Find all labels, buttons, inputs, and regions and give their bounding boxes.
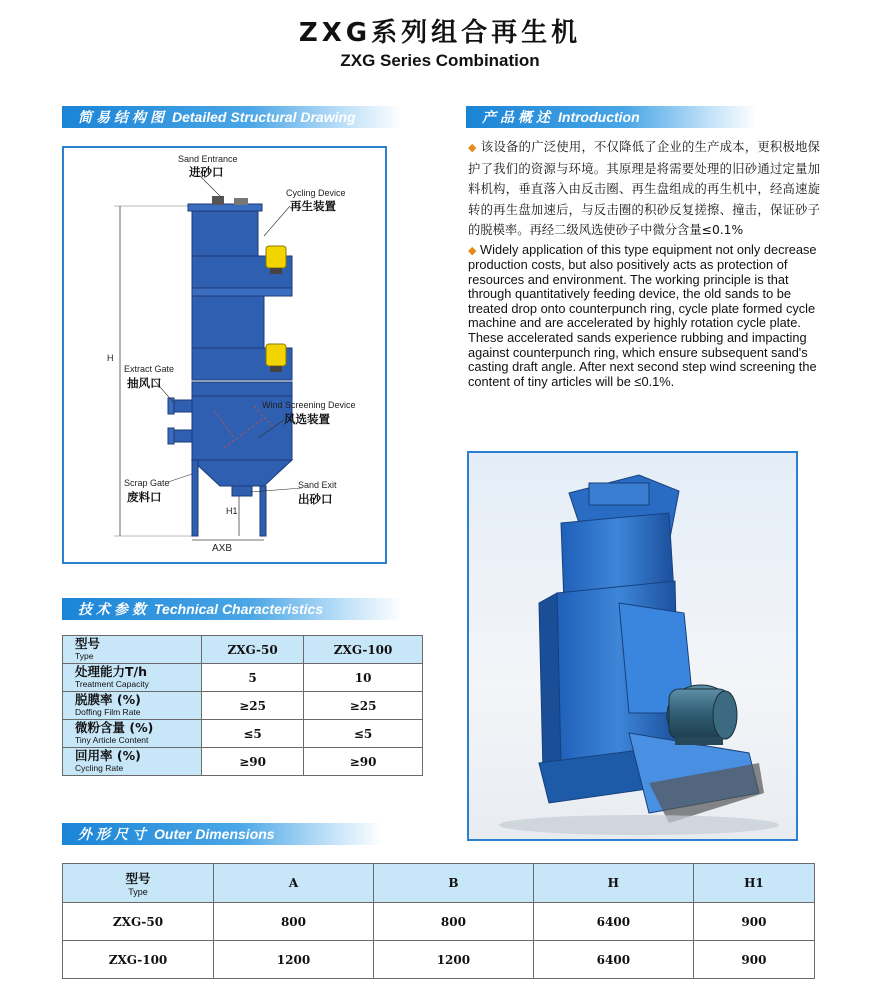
tech-label-en: Doffing Film Rate xyxy=(75,706,141,717)
tech-cell: ≥25 xyxy=(304,692,423,720)
tech-cell: 10 xyxy=(304,664,423,692)
dims-header-en: Outer Dimensions xyxy=(154,826,275,842)
dim-header-cell: H xyxy=(533,864,693,903)
dim-cell: 800 xyxy=(373,903,533,941)
dim-row xyxy=(63,941,815,979)
dim-model-cell: ZXG-100 xyxy=(63,941,214,979)
dims-section-header xyxy=(62,823,382,845)
tech-label-cn: 型号 xyxy=(75,635,101,651)
tech-label-en: Tiny Article Content xyxy=(75,734,149,745)
label-wind-screening-en: Wind Screening Device xyxy=(262,400,356,410)
tech-row xyxy=(63,664,423,692)
dim-cell: 800 xyxy=(214,903,374,941)
tech-cell: 5 xyxy=(202,664,304,692)
label-sand-entrance-cn: 进砂口 xyxy=(189,165,224,179)
tech-cell: ZXG-50 xyxy=(202,636,304,664)
dim-cell: 6400 xyxy=(533,903,693,941)
intro-section-header xyxy=(466,106,756,128)
intro-cn-text: 该设备的广泛使用，不仅降低了企业的生产成本，更积极地保护了我们的资源与环境。其原理是将需要处理的旧砂通过定量加料机构，垂直落入由反击圈、再生盘组成的再生机中，经高速旋转的再生盘加速后，与反击圈的积砂反复搓擦、撞击，保证砂子的脱模率。再经二级风选使砂子中微分含量≤0.1% xyxy=(468,140,820,237)
label-h1: H1 xyxy=(226,506,238,516)
tech-row-label xyxy=(63,664,202,692)
dim-header-cell: H1 xyxy=(693,864,814,903)
intro-paragraph-en xyxy=(468,243,820,390)
tech-label-cn: 处理能力T/h xyxy=(75,663,147,679)
tech-section-header xyxy=(62,598,402,620)
tech-label-en: Treatment Capacity xyxy=(75,678,149,689)
dim-header-cell: A xyxy=(214,864,374,903)
label-sand-exit-en: Sand Exit xyxy=(298,480,337,490)
label-extract-gate-cn: 抽风口 xyxy=(127,376,162,390)
page-title: ZXG系列组合再生机 xyxy=(298,18,582,48)
tech-row xyxy=(63,720,423,748)
label-axb: AXB xyxy=(212,543,233,554)
drawing-section-header xyxy=(62,106,402,128)
product-photo xyxy=(467,451,798,841)
label-cycling-device-en: Cycling Device xyxy=(286,188,346,198)
label-sand-entrance-en: Sand Entrance xyxy=(178,154,238,164)
dim-model-cell: ZXG-50 xyxy=(63,903,214,941)
tech-row xyxy=(63,636,423,664)
tech-cell: ZXG-100 xyxy=(304,636,423,664)
dim-header-type xyxy=(63,864,214,903)
tech-cell: ≥25 xyxy=(202,692,304,720)
dims-header-cn: 外形尺寸 xyxy=(78,827,150,843)
dim-cell: 6400 xyxy=(533,941,693,979)
tech-row-label xyxy=(63,692,202,720)
tech-row-label xyxy=(63,748,202,776)
diamond-bullet-icon: ◆ xyxy=(468,141,477,154)
label-cycling-device-cn: 再生装置 xyxy=(290,199,336,213)
dim-cell: 900 xyxy=(693,941,814,979)
drawing-header-cn: 简易结构图 xyxy=(78,110,168,126)
label-extract-gate-en: Extract Gate xyxy=(124,364,175,374)
tech-cell: ≤5 xyxy=(202,720,304,748)
outer-dimensions-table xyxy=(62,863,815,979)
dim-type-en: Type xyxy=(128,887,148,897)
tech-label-en: Cycling Rate xyxy=(75,762,124,773)
dim-type-cn: 型号 xyxy=(125,871,151,886)
introduction-text xyxy=(468,137,820,389)
machine-photo-illustration xyxy=(469,453,796,839)
tech-row xyxy=(63,748,423,776)
label-scrap-gate-cn: 废料口 xyxy=(127,490,162,504)
dim-header-row xyxy=(63,864,815,903)
technical-characteristics-table xyxy=(62,635,423,776)
dim-header-cell: B xyxy=(373,864,533,903)
tech-row xyxy=(63,692,423,720)
intro-header-cn: 产品概述 xyxy=(482,110,554,126)
tech-label-cn: 脱膜率 (%) xyxy=(75,691,141,707)
dim-row xyxy=(63,903,815,941)
diamond-bullet-icon: ◆ xyxy=(468,244,477,257)
tech-label-cn: 微粉含量 (%) xyxy=(75,719,154,735)
dim-cell: 1200 xyxy=(373,941,533,979)
label-wind-screening-cn: 风选装置 xyxy=(284,412,330,426)
drawing-header-en: Detailed Structural Drawing xyxy=(172,109,356,125)
tech-label-en: Type xyxy=(75,650,94,661)
dim-cell: 900 xyxy=(693,903,814,941)
structural-drawing xyxy=(62,146,387,564)
dim-cell: 1200 xyxy=(214,941,374,979)
label-h: H xyxy=(107,353,114,363)
tech-cell: ≥90 xyxy=(304,748,423,776)
tech-label-cn: 回用率 (%) xyxy=(75,747,141,763)
tech-row-label xyxy=(63,636,202,664)
label-scrap-gate-en: Scrap Gate xyxy=(124,478,170,488)
page-subtitle: ZXG Series Combination xyxy=(340,51,540,70)
intro-en-text: Widely application of this type equipment not only decrease production costs, but also positively acts as protection of resources and environment. The working principle is that through quantitatively feeding device, the old sands to be treated drop onto counterpunch ring, cycle plate formed cycle machine and are accelerated by highly rotation cycle plate. These accelerated sands experience rubbing and impacting against counterpunch ring, which ensure subsequent sand's casting draft angle. After next second step wind screening the content of tiny articles will be ≤0.1%. xyxy=(468,241,817,389)
intro-header-en: Introduction xyxy=(558,109,640,125)
tech-cell: ≤5 xyxy=(304,720,423,748)
tech-header-cn: 技术参数 xyxy=(78,602,150,618)
tech-row-label xyxy=(63,720,202,748)
intro-paragraph-cn xyxy=(468,137,820,241)
tech-cell: ≥90 xyxy=(202,748,304,776)
label-sand-exit-cn: 出砂口 xyxy=(298,492,333,506)
tech-header-en: Technical Characteristics xyxy=(154,601,324,617)
